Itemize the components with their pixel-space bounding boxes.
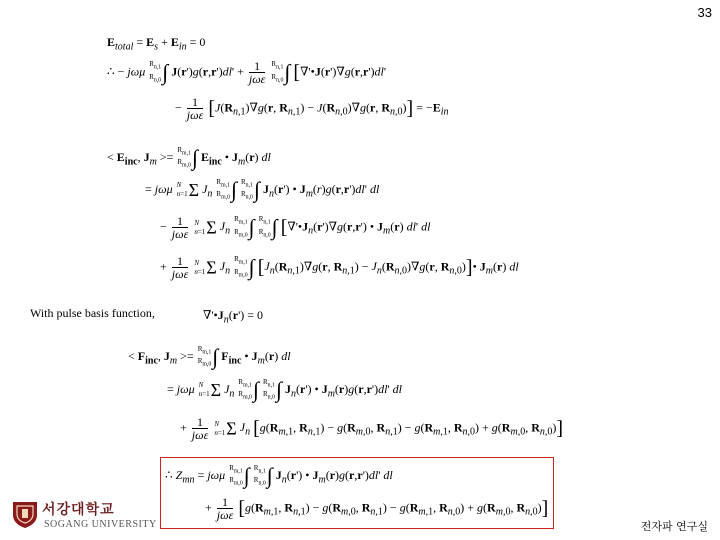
equation-efie-line1: ∴ − jωμ $R_{n,1}$ $R_{n,0}\int$ J(r')g(r,r')dl' + $\frac{1}{\text{jωε}}$ $R_{n,1}$ $R_{n,0}\int$ [∇'•J(r')∇g(r,r')dl' bbox=[107, 59, 387, 86]
equation-moment-term2: − $\frac{1}{\text{jωε}}$ N n=1Σ $J_n$ $R_{m,1}$ $R_{m,0}\int$ $R_{n,1}$ $R_{n,0}\int$ [$\nabla'•J_n(r')\nabla g(r,r')$ • $J_m(r)$ dl' dl bbox=[160, 214, 431, 241]
equation-pulse-term2: + $\frac{1}{\text{jωε}}$ N n=1Σ $J_n$ [$g(R_{m,1}$, $R_{n,1}) - g(R_{m,0}$, $R_{n,1}) - g(R_{m,1}$, $R_{n,0}) + g(R_{m,0}$, $R_{n,0}$)] bbox=[180, 415, 564, 442]
equation-moment-term1: = jωμ N n=1Σ $J_n$ $R_{m,1}$ $R_{m,0}\int$ $R_{n,1}$ $R_{n,0}\int$ $J_n(r')$ • $J_m(r)g(r,r')dl'$ dl bbox=[145, 177, 380, 203]
equation-inner-product: < $E_{inc}$, $J_m >= R_{m,1}$ $R_{m,0}\int$ $E_{inc}$ • $J_m(r)$ dl bbox=[107, 145, 271, 171]
equation-pulse-inner-product: < $F_{inc}$, $J_m >= R_{m,1}$ $R_{m,0}\int$ $F_{inc}$ • $J_m(r)$ dl bbox=[128, 344, 291, 370]
university-crest-icon bbox=[10, 499, 40, 529]
page-number: 33 bbox=[697, 5, 712, 20]
logo-korean-text: 서강대학교 bbox=[42, 502, 115, 518]
equation-moment-term3: + $\frac{1}{\text{jωε}}$ N n=1Σ $J_n$ $R_{m,1}$ $R_{m,0}\int$ [$J_n(R_{n,1})\nabla g(r$, $R_{n,1}) - J_n(R_{n,0})\nabla g(r$, $R_{n,0})]•$ $J_m(r)$ dl bbox=[160, 254, 519, 281]
sogang-university-logo bbox=[10, 497, 160, 533]
footer-lab-name: 전자파 연구실 bbox=[640, 520, 708, 533]
pulse-basis-label: With pulse basis function, bbox=[30, 306, 155, 320]
equation-pulse-term1: = jωμ N n=1Σ $J_n$ $R_{m,1}$ $R_{m,0}\int$ $R_{n,1}$ $R_{n,0}\int$ $J_n(r')$ • $J_m(r)g(r,r')dl'$ dl bbox=[167, 377, 402, 403]
equation-efie-line2: − $\frac{1}{\text{jωε}}$ [$J(R_{n,1})\nabla g(r$, $R_{n,1}) - J(R_{n,0})\nabla g(r$, $R_{n,0})] = -E_{in}$ bbox=[175, 95, 449, 122]
equation-divergence-zero: $\nabla'•J_n(r') = 0$ bbox=[203, 308, 264, 326]
logo-english-text: SOGANG UNIVERSITY bbox=[44, 519, 157, 530]
equation-impedance-line2: + $\frac{1}{\text{jωε}}$ [$g(R_{m,1}$, $R_{n,1}) - g(R_{m,0}$, $R_{n,1}) - g(R_{m,1}$, $R_{n,0}) + g(R_{m,0}$, $R_{n,0}$)] bbox=[205, 495, 549, 522]
equation-total-field: $E_{total} = E_s + E_{in} = 0$ bbox=[107, 35, 206, 53]
equation-impedance-line1: ∴ $Z_{mn} = j\omega\mu$ $R_{m,1}$ $R_{m,0}\int$ $R_{n,1}$ $R_{n,0}\int$ $J_n(r')$ • $J_m(r)g(r,r')dl'$ dl bbox=[165, 463, 393, 489]
